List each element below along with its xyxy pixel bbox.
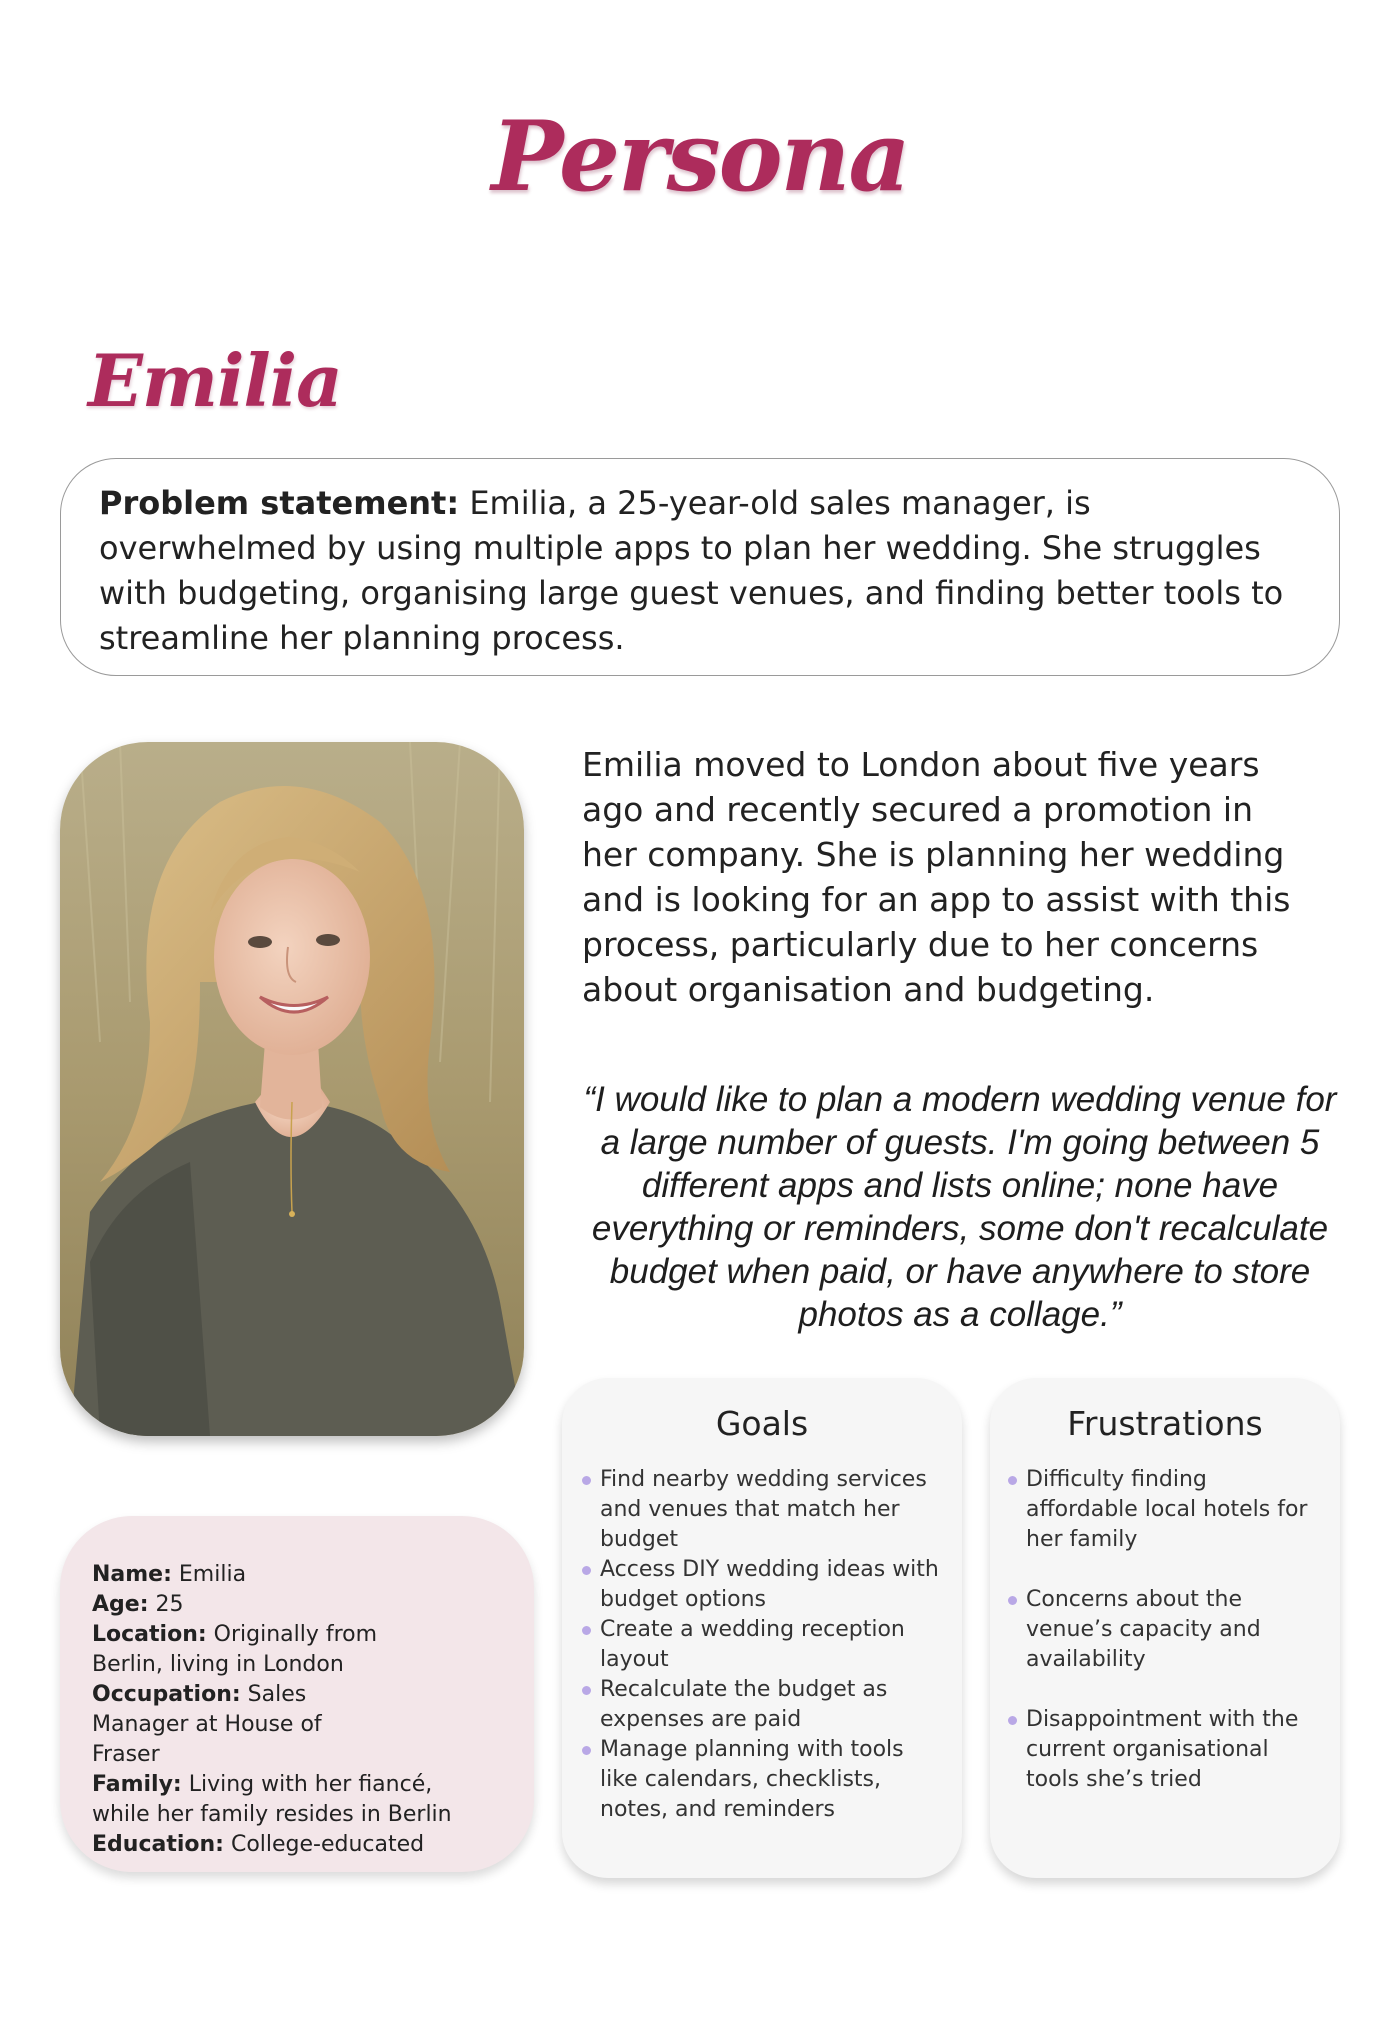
frustration-item: Concerns about the venue’s capacity and availability xyxy=(1008,1585,1322,1675)
info-age-row xyxy=(92,1590,534,1620)
info-education-value: College-educated xyxy=(223,1832,425,1857)
goals-list xyxy=(582,1465,942,1825)
persona-name-heading: Emilia xyxy=(88,338,342,423)
problem-statement xyxy=(99,481,1291,661)
info-name-row xyxy=(92,1560,534,1590)
info-education-row xyxy=(92,1830,534,1860)
goals-card xyxy=(562,1378,962,1878)
persona-photo-image xyxy=(60,742,524,1436)
goal-item: Manage planning with tools like calendars, checklists, notes, and reminders xyxy=(582,1735,942,1825)
frustrations-title: Frustrations xyxy=(1067,1404,1263,1443)
info-age-label: Age: xyxy=(92,1592,149,1617)
info-occupation-value: Sales Manager at House of Fraser xyxy=(92,1682,322,1767)
info-location-value: Originally from Berlin, living in London xyxy=(92,1622,378,1677)
frustration-item: Disappointment with the current organisational tools she’s tried xyxy=(1008,1705,1322,1795)
goals-title: Goals xyxy=(715,1404,809,1443)
frustrations-list xyxy=(1008,1465,1322,1795)
persona-photo xyxy=(60,742,524,1436)
problem-statement-box xyxy=(60,458,1340,676)
problem-statement-text: Emilia, a 25-year-old sales manager, is overwhelmed by using multiple apps to plan her wedding. She struggles with budgeting, organising large guest venues, and finding better tools to streamline her planning process. xyxy=(99,484,1284,657)
goal-item: Create a wedding reception layout xyxy=(582,1615,942,1675)
info-age-value: 25 xyxy=(148,1592,184,1617)
page-title: Persona xyxy=(491,100,909,213)
info-education-label: Education: xyxy=(92,1832,224,1857)
frustrations-card xyxy=(990,1378,1340,1878)
info-name-label: Name: xyxy=(92,1562,172,1587)
info-occupation-row xyxy=(92,1680,392,1770)
info-occupation-label: Occupation: xyxy=(92,1682,241,1707)
demographics-card xyxy=(60,1516,534,1872)
persona-bio: Emilia moved to London about five years ago and recently secured a promotion in her company. She is planning her wedding and is looking for an app to assist with this process, particularly due to her concerns about organisation and budgeting. xyxy=(582,745,1291,1009)
info-location-row xyxy=(92,1620,452,1680)
info-family-value: Living with her fiancé, while her family resides in Berlin xyxy=(92,1772,452,1827)
persona-quote: “I would like to plan a modern wedding venue for a large number of guests. I'm going between 5 different apps and lists online; none have everything or reminders, some don't recalculate budget when paid, or have anywhere to store photos as a collage.” xyxy=(583,1080,1337,1334)
info-family-row xyxy=(92,1770,452,1830)
info-family-label: Family: xyxy=(92,1772,182,1797)
problem-statement-label: Problem statement: xyxy=(99,484,460,522)
frustration-item: Difficulty finding affordable local hotels for her family xyxy=(1008,1465,1322,1555)
goal-item: Find nearby wedding services and venues that match her budget xyxy=(582,1465,942,1555)
info-name-value: Emilia xyxy=(171,1562,247,1587)
goal-item: Access DIY wedding ideas with budget options xyxy=(582,1555,942,1615)
goal-item: Recalculate the budget as expenses are paid xyxy=(582,1675,942,1735)
info-location-label: Location: xyxy=(92,1622,207,1647)
